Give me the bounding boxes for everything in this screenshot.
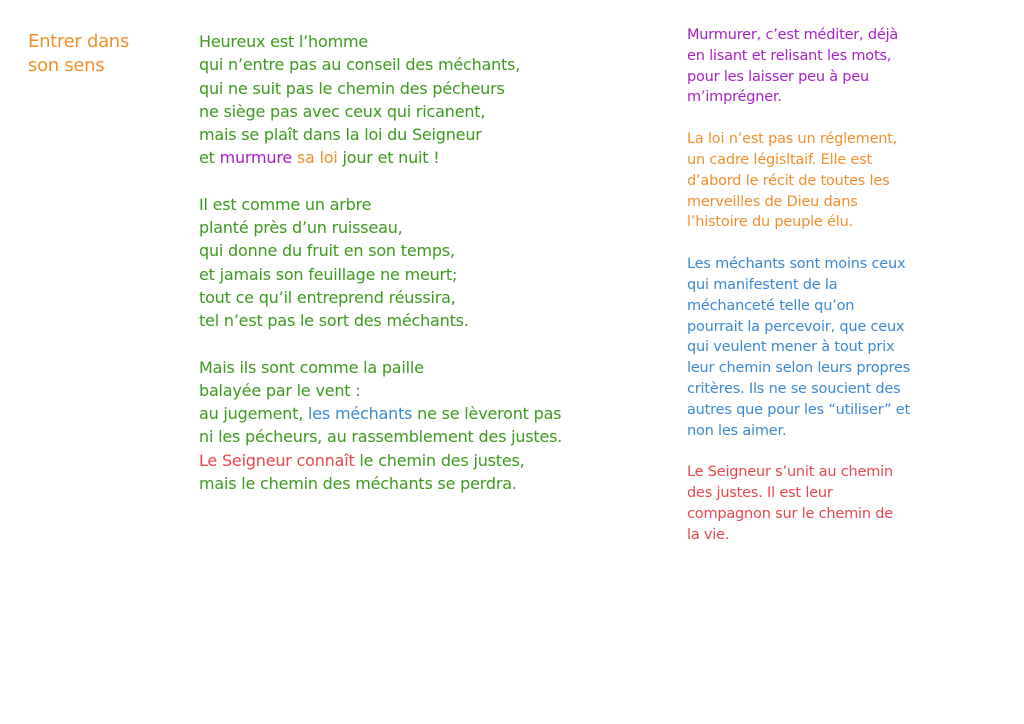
note-line: l’histoire du peuple élu. [687,214,853,231]
highlight-sa-loi: sa loi [296,148,338,168]
psalm-line: qui donne du fruit en son temps, [199,241,455,261]
note-line: pourrait la percevoir, que ceux [687,318,905,335]
note-line: des justes. Il est leur [687,485,833,502]
note-line: en lisant et relisant les mots, [687,47,892,64]
psalm-line: tel n’est pas le sort des méchants. [199,311,469,331]
psalm-line: balayée par le vent : [199,380,361,400]
note-line: Murmurer, c’est méditer, déjà [687,27,899,43]
psalm-line: Mais ils sont comme la paille [199,357,424,377]
psalm-line [199,146,639,169]
psalm-line: mais se plaît dans la loi du Seigneur [199,125,482,145]
note-line: m’imprégner. [687,89,782,106]
note-line: qui veulent mener à tout prix [687,339,895,356]
psalm-line: Heureux est l’homme [199,32,368,51]
psalm-text-segment: jour et nuit ! [337,148,440,168]
psalm-line: mais le chemin des méchants se perdra. [199,474,517,494]
note-murmurer [687,25,957,108]
psalm-line: tout ce qu’il entreprend réussira, [199,287,456,307]
note-line: merveilles de Dieu dans [687,193,858,210]
psalm-stanza-3 [199,356,639,496]
note-line: un cadre législtaif. Elle est [687,151,872,168]
note-line: autres que pour les “utiliser” et [687,401,911,418]
psalm-text-segment: ne se lèveront pas [412,404,562,424]
psalm-text-segment: le chemin des justes, [354,450,525,470]
psalm-line: ne siège pas avec ceux qui ricanent, [199,101,486,121]
section-title-line: Entrer dans [28,31,129,52]
note-line: Les méchants sont moins ceux [687,256,906,273]
note-line: qui manifestent de la [687,276,838,293]
note-loi [687,129,957,233]
note-line: la vie. [687,526,730,543]
psalm-text [199,30,639,518]
psalm-line [199,449,639,472]
psalm-line: Il est comme un arbre [199,194,372,214]
highlight-murmure: murmure [219,148,293,168]
note-line: méchanceté telle qu’on [687,297,855,314]
psalm-line: et jamais son feuillage ne meurt; [199,264,458,284]
note-seigneur [687,462,957,545]
psalm-stanza-1 [199,30,639,170]
note-line: non les aimer. [687,422,787,439]
psalm-stanza-2 [199,193,639,333]
note-mechants [687,254,957,441]
note-line: critères. Ils ne se soucient des [687,380,901,397]
psalm-line [199,402,639,425]
psalm-line: ni les pécheurs, au rassemblement des justes. [199,427,563,447]
section-title-line: son sens [28,55,105,76]
note-line: pour les laisser peu à peu [687,68,870,85]
commentary-notes [687,25,957,567]
note-line: compagnon sur le chemin de [687,505,893,522]
psalm-text-segment: au jugement, [199,404,309,424]
psalm-line: qui ne suit pas le chemin des pécheurs [199,78,505,98]
psalm-text-segment: et [199,148,220,168]
note-line: La loi n’est pas un réglement, [687,131,898,148]
psalm-line: planté près d’un ruisseau, [199,218,403,238]
highlight-les-mechants: les méchants [308,404,413,424]
note-line: Le Seigneur s’unit au chemin [687,464,893,481]
section-title [28,30,178,78]
highlight-le-seigneur: Le Seigneur connaît [199,450,355,470]
note-line: leur chemin selon leurs propres [687,360,911,377]
note-line: d’abord le récit de toutes les [687,172,890,189]
psalm-line: qui n’entre pas au conseil des méchants, [199,55,521,75]
